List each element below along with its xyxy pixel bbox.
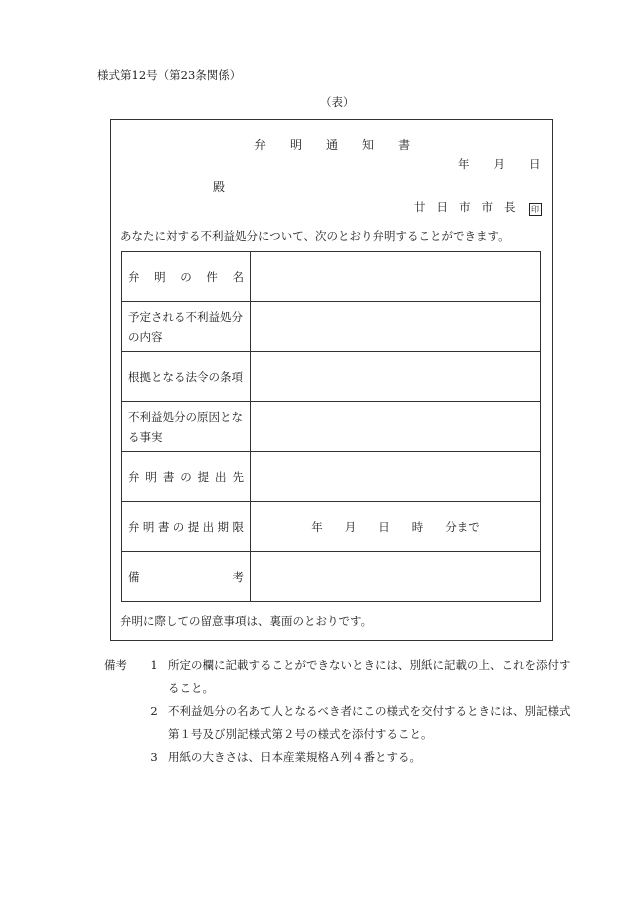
notice-title: 弁 明 通 知 書: [254, 138, 413, 152]
value-submission-destination[interactable]: [251, 452, 541, 502]
label-case-name: 弁 明 の 件 名: [122, 252, 251, 302]
form-number: 様式第12号（第23条関係）: [97, 68, 242, 82]
date-line: 年 月 日: [458, 157, 541, 171]
value-remarks[interactable]: [251, 552, 541, 602]
issuer-name: 廿 日 市 市 長 印: [414, 199, 553, 216]
seal-stamp: 印: [529, 203, 542, 216]
detail-table: [121, 251, 541, 602]
table-row: [122, 402, 541, 452]
value-case-name[interactable]: [251, 252, 541, 302]
table-row: [122, 302, 541, 352]
table-row: [122, 552, 541, 602]
list-item: 備考 1 所定の欄に記載することができないときには、別紙に記載の上、これを添付すること。: [104, 654, 574, 700]
side-label: （表）: [320, 95, 355, 109]
label-submission-destination: 弁 明 書 の 提 出 先: [122, 452, 251, 502]
intro-text: あなたに対する不利益処分について、次のとおり弁明することができます。: [120, 229, 510, 243]
label-remarks: 備 考: [122, 552, 251, 602]
table-row: [122, 352, 541, 402]
value-submission-deadline[interactable]: 年 月 日 時 分まで: [251, 502, 541, 552]
table-row: [122, 452, 541, 502]
remarks-section: [104, 654, 574, 769]
value-legal-basis[interactable]: [251, 352, 541, 402]
label-cause-facts: 不利益処分の原因となる事実: [122, 402, 251, 452]
addressee-suffix: 殿: [213, 180, 226, 194]
table-row: [122, 502, 541, 552]
label-legal-basis: 根拠となる法令の条項: [122, 352, 251, 402]
value-planned-disposition[interactable]: [251, 302, 541, 352]
value-cause-facts[interactable]: [251, 402, 541, 452]
closing-text: 弁明に際しての留意事項は、裏面のとおりです。: [120, 614, 373, 628]
remarks-heading: 備考: [104, 658, 127, 672]
list-item: 3 用紙の大きさは、日本産業規格Ａ列４番とする。: [150, 750, 421, 764]
list-item: 2 不利益処分の名あて人となるべき者にこの様式を交付するときには、別記様式第１号及び別記様式第２号の様式を添付すること。: [150, 704, 571, 741]
label-planned-disposition: 予定される不利益処分の内容: [122, 302, 251, 352]
label-submission-deadline: 弁 明 書 の 提 出 期 限: [122, 502, 251, 552]
table-row: [122, 252, 541, 302]
